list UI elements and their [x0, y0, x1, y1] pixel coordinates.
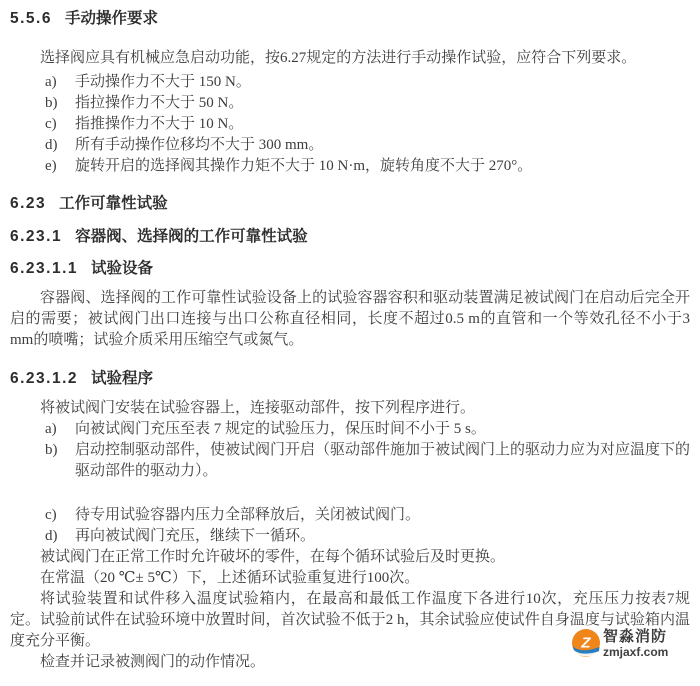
- list-item: [10, 156, 690, 177]
- list-item-text: 待专用试验容器内压力全部释放后，关闭被试阀门。: [75, 507, 421, 523]
- watermark-logo-icon: [572, 629, 600, 657]
- list-item-text: 再向被试阀门充压，继续下一循环。: [75, 528, 316, 544]
- heading-title: 工作可靠性试验: [59, 195, 168, 212]
- list-item-text: 所有手动操作位移均不大于 300 mm。: [75, 137, 324, 153]
- procedure-list: [10, 419, 690, 547]
- watermark-text: [603, 629, 668, 658]
- svg-text:Z: Z: [581, 634, 591, 652]
- list-item-label: a): [45, 74, 57, 90]
- section-heading-6-23-1: [10, 226, 690, 247]
- list-item-text: 手动操作力不大于 150 N。: [75, 74, 251, 90]
- heading-title: 试验程序: [91, 370, 154, 387]
- list-item: [10, 135, 690, 156]
- heading-number: 5.5.6: [10, 10, 52, 27]
- paragraph-record-action: 检查并记录被测阀门的动作情况。: [40, 654, 266, 670]
- paragraph-temperature-box: 将试验装置和试件移入温度试验箱内，在最高和最低工作温度下各进行10次，充压压力按表7规定。试验前试件在试验环境中放置时间，首次试验不低于2 h，其余试验应使试件自身温度与试验箱内温度充分平衡。: [10, 591, 690, 649]
- watermark-site: zmjaxf.com: [603, 645, 669, 659]
- heading-number: 6.23.1.1: [10, 260, 79, 277]
- section-heading-6-23: [10, 193, 690, 214]
- manual-requirements-list: [10, 72, 690, 177]
- list-item-label: e): [45, 158, 57, 174]
- list-item: [10, 526, 690, 547]
- paragraph-manual-intro: 选择阀应具有机械应急启动功能，按6.27规定的方法进行手动操作试验，应符合下列要求。: [40, 50, 637, 66]
- section-heading-6-23-1-1: [10, 258, 690, 279]
- list-item-label: d): [45, 528, 58, 544]
- paragraph-replace-parts: 被试阀门在正常工作时允许破坏的零件，在每个循环试验后及时更换。: [40, 549, 506, 565]
- list-item-label: a): [45, 421, 57, 437]
- list-item: [10, 93, 690, 114]
- list-item-text: 启动控制驱动部件，使被试阀门开启（驱动部件施加于被试阀门上的驱动力应为对应温度下的驱动部件的驱动力）。: [75, 442, 691, 479]
- list-item: [10, 505, 690, 526]
- list-item-label: c): [45, 116, 57, 132]
- heading-title: 手动操作要求: [64, 10, 158, 27]
- section-heading-6-23-1-2: [10, 368, 690, 389]
- heading-number: 6.23.1.2: [10, 370, 79, 387]
- list-item-text: 指拉操作力不大于 50 N。: [75, 95, 244, 111]
- paragraph-normal-temperature: 在常温（20 ℃± 5℃）下，上述循环试验重复进行100次。: [40, 570, 420, 586]
- list-item-label: c): [45, 507, 57, 523]
- paragraph-procedure-intro: 将被试阀门安装在试验容器上，连接驱动部件，按下列程序进行。: [40, 400, 476, 416]
- watermark-brand: 智淼消防: [603, 628, 668, 645]
- heading-number: 6.23.1: [10, 228, 63, 245]
- heading-title: 容器阀、选择阀的工作可靠性试验: [75, 228, 308, 245]
- heading-number: 6.23: [10, 195, 47, 212]
- list-item: [10, 72, 690, 93]
- list-item-text: 向被试阀门充压至表 7 规定的试验压力，保压时间不小于 5 s。: [75, 421, 486, 437]
- paragraph-test-equipment: 容器阀、选择阀的工作可靠性试验设备上的试验容器容积和驱动装置满足被试阀门在启动后完全开启的需要；被试阀门出口连接与出口公称直径相同，长度不超过0.5 m的直管和一个等效孔径不小于3 mm的喷嘴；试验介质采用压缩空气或氮气。: [10, 290, 690, 348]
- list-item-text: 旋转开启的选择阀其操作力矩不大于 10 N·m，旋转角度不大于 270°。: [75, 158, 533, 174]
- list-item-label: d): [45, 137, 58, 153]
- list-item-text: 指推操作力不大于 10 N。: [75, 116, 244, 132]
- heading-title: 试验设备: [91, 260, 154, 277]
- list-item: [10, 440, 690, 482]
- list-item-label: b): [45, 95, 58, 111]
- watermark: [572, 629, 668, 658]
- list-item: [10, 419, 690, 440]
- list-item-label: b): [45, 442, 58, 458]
- section-heading-5-5-6: [10, 8, 690, 29]
- list-item: [10, 114, 690, 135]
